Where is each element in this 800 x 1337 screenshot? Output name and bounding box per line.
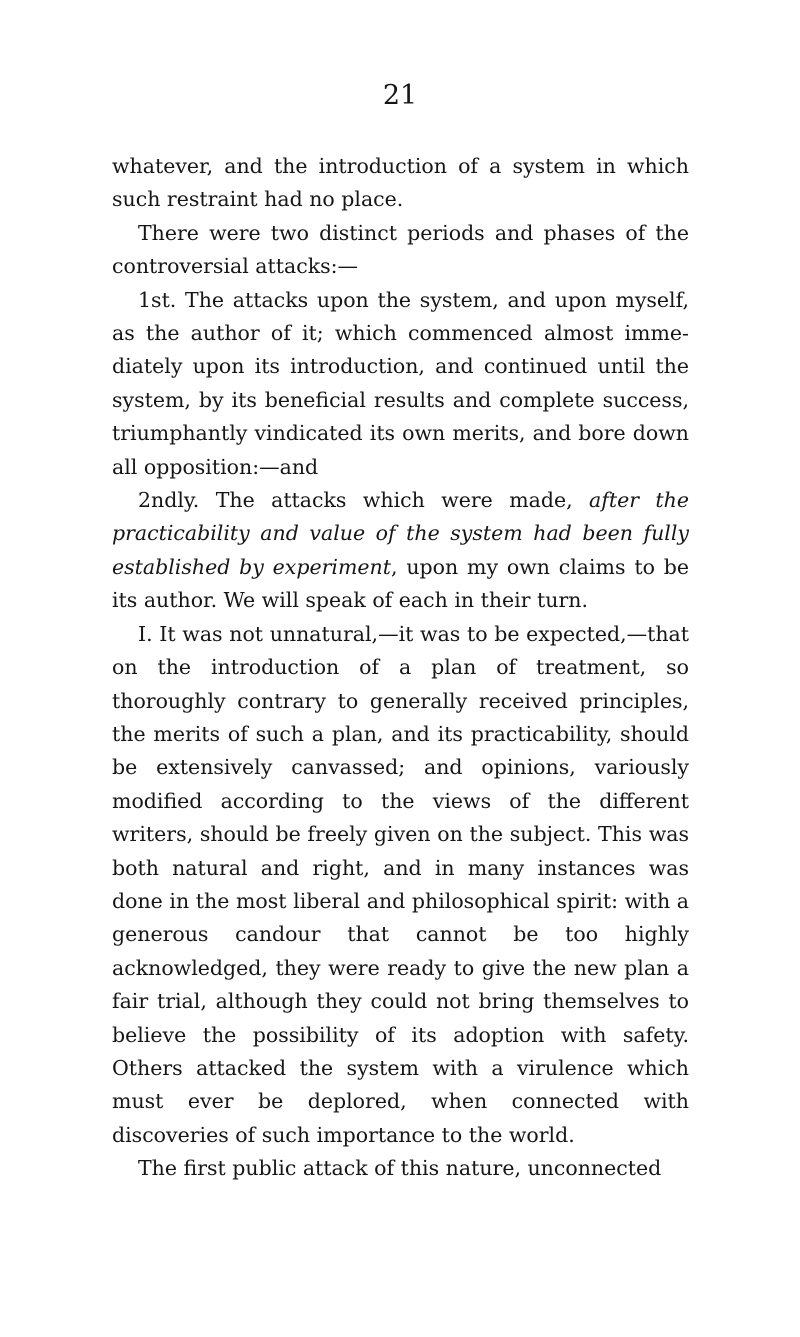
paragraph-second-period: [112, 484, 689, 618]
page-number: 21: [382, 80, 418, 111]
paragraph-second-period-italic: after the practicability and value of the system had been fully established by experiment: [112, 488, 689, 579]
paragraph-second-period-end: , upon my own claims to be its author. We will speak of each in their turn.: [112, 554, 689, 613]
paragraph-first-attack: The first public attack of this nature, unconnected: [138, 1156, 662, 1181]
paragraph-continuation: whatever, and the introduction of a system in which such restraint had no place.: [112, 154, 689, 212]
paragraph-section-one: I. It was not unnatural,—it was to be expected,—that on the introduction of a plan of treatment, so thoroughly contrary to generally received principles, the merits of such a plan, and its practicability, should be extensively canvassed; and opinions, variously modified according to the views of the different writers, should be freely given on the subject. This was both natural and right, and in many instances was done in the most liberal and philosophical spirit: with a generous candour that cannot be too highly acknowledged, they were ready to give the new plan a fair trial, although they could not bring themselves to believe the possibility of its adoption with safety. Others attacked the system with a virulence which must ever be deplored, when connected with discoveries of such importance to the world.: [112, 621, 689, 1147]
body-text: [112, 150, 689, 1186]
paragraph-second-period-start: 2ndly. The attacks which were made,: [138, 488, 590, 513]
paragraph-first-period: 1st. The attacks upon the system, and upon myself, as the author of it; which commenced almost imme-diately upon its introduction, and continued until the system, by its beneficial results and complete success, triumphantly vindicated its own merits, and bore down all opposition:—and: [112, 287, 689, 479]
paragraph-intro-periods: There were two distinct periods and phases of the controversial attacks:—: [112, 220, 689, 279]
